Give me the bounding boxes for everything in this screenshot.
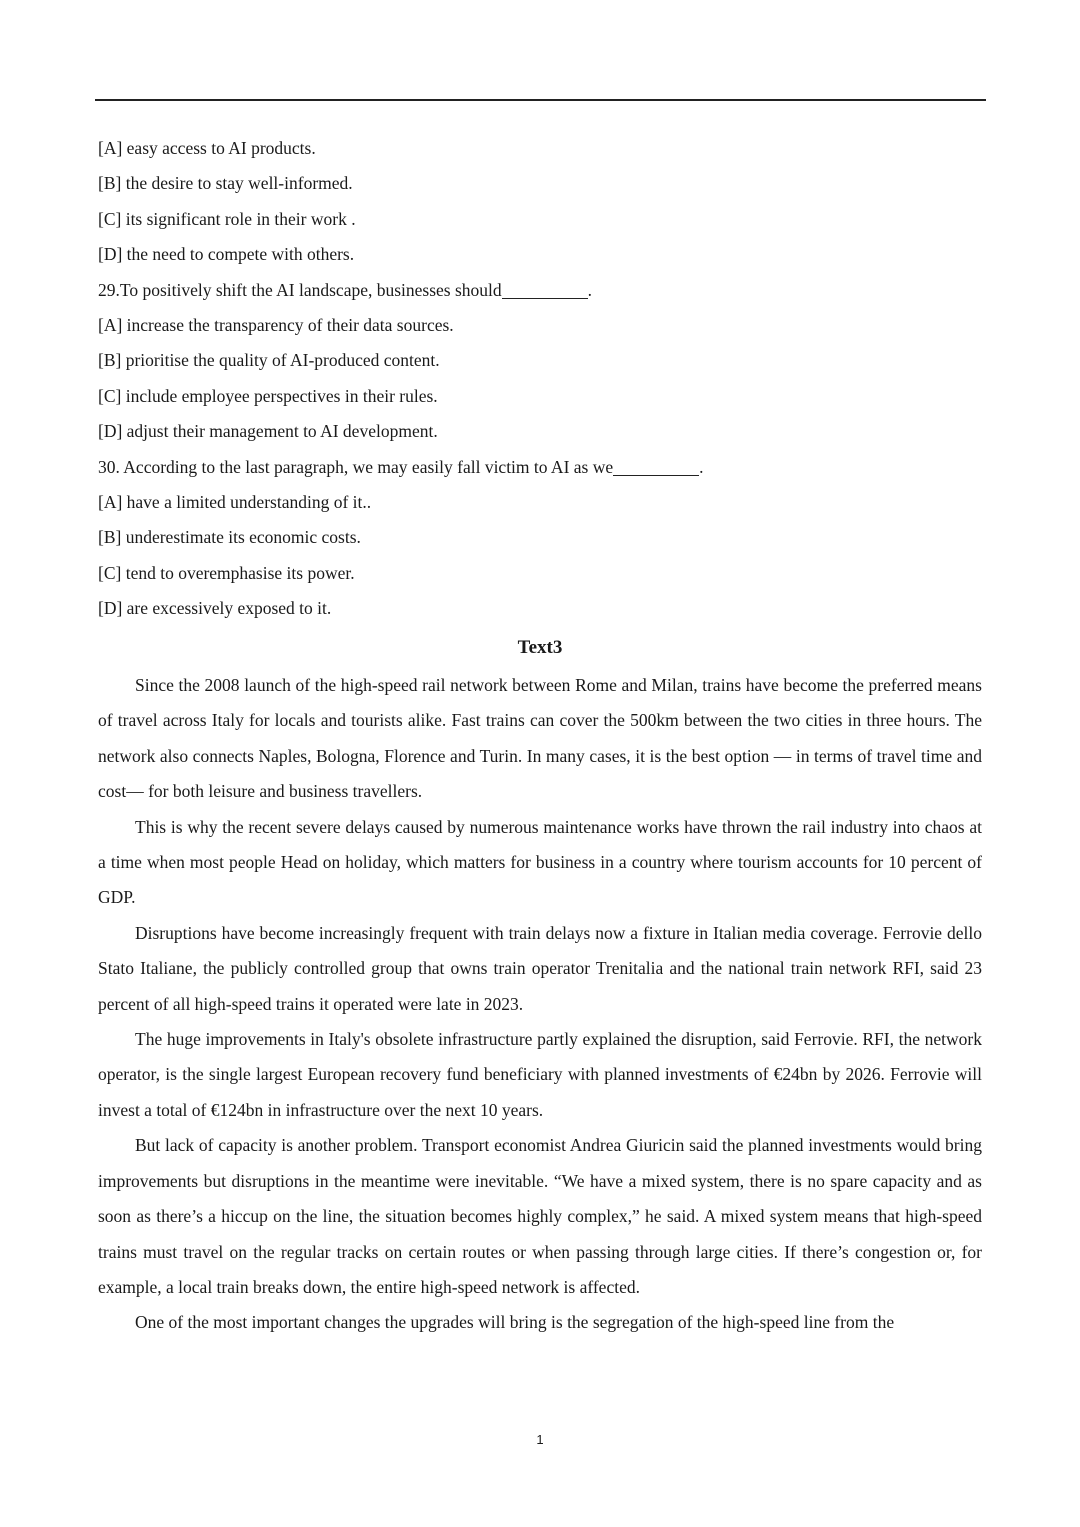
passage-paragraph-5: But lack of capacity is another problem. Transport economist Andrea Giuricin said the planned investments would bring improvements but disruptions in the meantime were inevitable. “We have a mixed system, there is no spare capacity and as soon as there’s a hiccup on the line, the situation becomes highly complex,” he said. A mixed system means that high-speed trains must travel on the regular tracks on certain routes or when passing through large cities. If there’s congestion or, for example, a local train breaks down, the entire high-speed network is affected. [98,1135,982,1297]
text3-passage [98,668,982,1341]
q30-stem-end: . [699,456,704,477]
q30-stem-line [98,450,988,485]
q30-option-d: [D] are excessively exposed to it. [98,598,332,619]
q30-option-b: [B] underestimate its economic costs. [98,527,361,548]
q30-stem: 30. According to the last paragraph, we may easily fall victim to AI as we [98,456,614,477]
passage-paragraph-3: Disruptions have become increasingly frequent with train delays now a fixture in Italian media coverage. Ferrovie dello Stato Italiane, the publicly controlled group that owns train operator Trenitalia and the national train network RFI, said 23 percent of all high-speed trains it operated were late in 2023. [98,922,982,1014]
q30-option-a: [A] have a limited understanding of it.. [98,492,372,513]
q29-stem-end: . [587,279,593,300]
q28-option-a: [A] easy access to AI products. [98,138,316,158]
section-title: Text3 [517,637,563,658]
q28-option-b: [B] the desire to stay well-informed. [98,173,353,194]
header-rule [95,99,986,101]
q29-answer-blank [502,280,588,299]
q30-option-c: [C] tend to overemphasise its power. [98,562,355,583]
q29-stem: 29.To positively shift the AI landscape, businesses should [98,279,502,300]
q28-option-d: [D] the need to compete with others. [98,244,355,265]
q28-option-c: [C] its significant role in their work . [98,208,356,229]
passage-paragraph-4: The huge improvements in Italy's obsolete infrastructure partly explained the disruption, said Ferrovie. RFI, the network operator, is the single largest European recovery fund beneficiary with planned investments of €24bn by 2026. Ferrovie will invest a total of €124bn in infrastructure over the next 10 years. [98,1029,982,1120]
question-options-block [98,131,988,627]
page-number: 1 [536,1432,544,1447]
q29-option-b: [B] prioritise the quality of AI-produced content. [98,350,440,371]
q29-option-c: [C] include employee perspectives in their rules. [98,385,438,406]
passage-paragraph-2: This is why the recent severe delays caused by numerous maintenance works have thrown the rail industry into chaos at a time when most people Head on holiday, which matters for business in a country where tourism accounts for 10 percent of GDP. [98,816,982,908]
passage-paragraph-1: Since the 2008 launch of the high-speed rail network between Rome and Milan, trains have become the preferred means of travel across Italy for locals and tourists alike. Fast trains can cover the 500km between the two cities in three hours. The network also connects Naples, Bologna, Florence and Turin. In many cases, it is the best option — in terms of travel time and cost— for both leisure and business travellers. [98,675,982,802]
q29-option-a: [A] increase the transparency of their data sources. [98,315,454,336]
q29-option-d: [D] adjust their management to AI development. [98,421,438,442]
passage-paragraph-6: One of the most important changes the upgrades will bring is the segregation of the high-speed line from the [135,1312,895,1333]
q30-answer-blank [613,457,699,476]
q29-stem-line [98,273,988,308]
